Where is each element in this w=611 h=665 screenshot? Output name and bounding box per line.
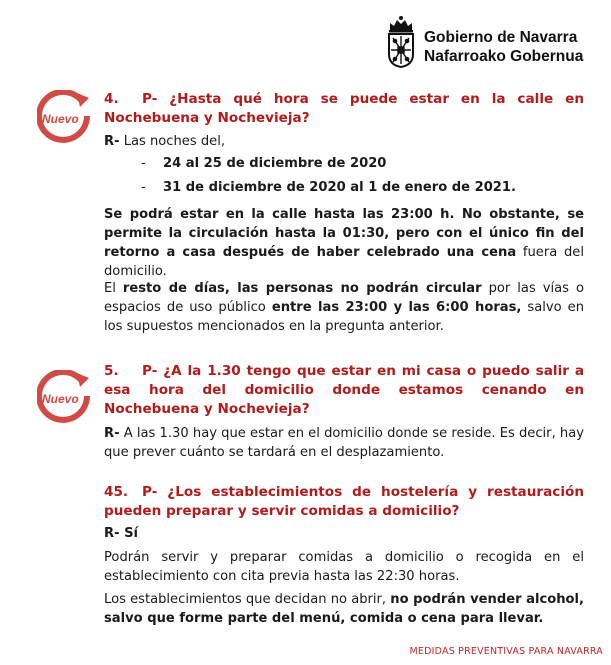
nuevo-badge-label: Nuevo [42, 392, 79, 406]
answer-4-intro [104, 132, 584, 151]
question-4 [104, 90, 584, 128]
paragraph-bold: resto de días, las personas no podrán circular [122, 281, 482, 296]
question-text: P- ¿Los establecimientos de hostelería y restauración pueden preparar y servir comidas a domicilio? [104, 484, 584, 519]
paragraph-text: Los establecimientos que decidan no abrir, [104, 592, 391, 607]
paragraph-bold: entre las 23:00 y las 6:00 horas, [271, 300, 522, 315]
government-logo [386, 14, 596, 70]
answer-intro-text: Las noches del, [119, 134, 226, 149]
paragraph-bold: Se podrá estar en la calle hasta las 23:00 h. No obstante, se permite la circulación hasta la 01:30, pero con el único fin del retorno a casa después de haber celebrado una cena [104, 207, 584, 260]
question-text: P- ¿Hasta qué hora se puede estar en la calle en Nochebuena y Nochevieja? [104, 91, 584, 126]
answer-text: A las 1.30 hay que estar en el domicilio donde se reside. Es decir, hay que prever cuánto se tardará en el desplazamiento. [104, 426, 584, 460]
footer-label: MEDIDAS PREVENTIVAS PARA NAVARRA [409, 646, 603, 657]
bullet-text: 24 al 25 de diciembre de 2020 [163, 156, 387, 171]
answer-45-label: R- Sí [104, 526, 138, 541]
answer-5 [104, 424, 584, 462]
logo-line-2: Nafarroako Gobernua [424, 48, 584, 65]
paragraph-bold: no podrán vender alcohol, salvo que forme parte del menú, comida o cena para llevar. [104, 592, 584, 626]
bullet-text: 31 de diciembre de 2020 al 1 de enero de 2021. [163, 180, 516, 195]
list-item: - 24 al 25 de diciembre de 2020 [141, 156, 387, 171]
nuevo-badge-label: Nuevo [42, 112, 79, 126]
paragraph-text: El [104, 281, 123, 296]
question-number: 5. [104, 363, 119, 379]
list-item: - 31 de diciembre de 2020 al 1 de enero de 2021. [141, 180, 516, 195]
answer-4-paragraph-1 [104, 205, 584, 281]
answer-45-paragraph-2 [104, 590, 584, 628]
answer-prefix: R- [104, 134, 120, 149]
question-number: 4. [104, 91, 119, 107]
answer-prefix: R- [104, 426, 120, 441]
logo-line-1: Gobierno de Navarra [424, 29, 578, 46]
logo-text [424, 28, 583, 66]
question-number: 45. [104, 484, 129, 500]
question-text: P- ¿A la 1.30 tengo que estar en mi casa o puedo salir a esa hora del domicilio donde estamos cenando en Nochebuena y Nochevieja? [104, 363, 584, 417]
paragraph-text: por las vías o espacios de uso público [104, 281, 585, 315]
navarra-coat-of-arms-icon [386, 14, 416, 68]
question-45 [104, 483, 584, 521]
nuevo-badge-icon [37, 90, 93, 146]
paragraph-text: salvo en los supuestos mencionados en la pregunta anterior. [104, 300, 585, 334]
question-5 [104, 362, 584, 419]
paragraph-rest: fuera del domicilio. [104, 245, 584, 279]
answer-45-paragraph-1: Podrán servir y preparar comidas a domicilio o recogida en el establecimiento con cita previa hasta las 22:30 horas. [104, 550, 584, 584]
answer-4-paragraph-2 [104, 279, 584, 336]
nuevo-badge-icon [37, 370, 93, 426]
